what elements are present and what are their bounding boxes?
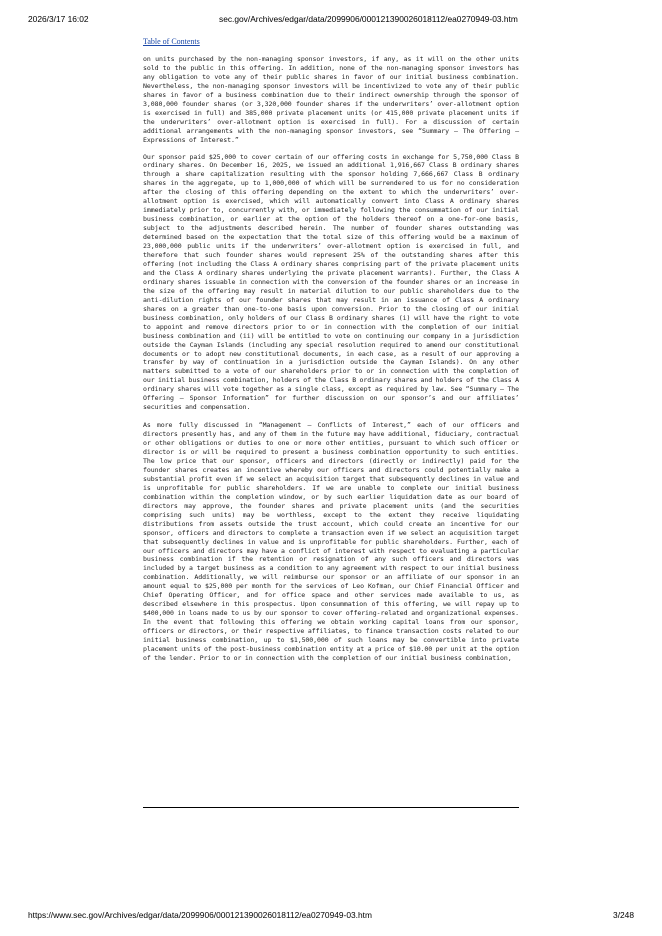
paragraph-conflicts-of-interest: As more fully discussed in “Management — Conflicts of Interest,” each of our officers and directors presently has, and any of them in the future may have additional, fiduciary, contractual or other obligations or duties to one or more other entities, pursuant to which such officer or director is or will be required to present a business combination opportunity to such entities. The low price that our sponsor, officers and directors (directly or indirectly) paid for the founder shares creates an incentive whereby our officers and directors could potentially make a substantial profit even if we select an acquisition target that subsequently declines in value and is unprofitable for public shareholders. If we are unable to complete our initial business combination within the completion window, or by such earlier liquidation date as our board of directors may approve, the founder shares and private placement units (and the securities comprising such units) may be worthless, except to the extent they receive liquidating distributions from assets outside the trust account, which could create an incentive for our sponsor, officers and directors to complete a transaction even if we select an acquisition target that subsequently declines in value and is unprofitable for public shareholders. Further, each of our officers and directors may have a conflict of interest with respect to evaluating a particular business combination if the retention or resignation of any such officers and directors was included by a target business as a condition to any agreement with respect to our initial business combination. Additionally, we will reimburse our sponsor or an affiliate of our sponsor in an amount equal to $25,000 per month for the services of Leo Kofman, our Chief Financial Officer and Chief Operating Officer, and for office space and other services made available to us, as described elsewhere in this prospectus. Upon consummation of this offering, we will repay up to $400,000 in loans made to us by our sponsor to cover offering-related and organizational expenses. In the event that following this offering we obtain working capital loans from our sponsor, officers or directors, or their respective affiliates, to finance transaction costs related to our initial business combination, up to $1,500,000 of such loans may be convertible into private placement units of the post-business combination entity at a price of $10.00 per unit at the option of the lender. Prior to or in connection with the completion of our initial business combination, [143, 421, 519, 662]
print-datetime: 2026/3/17 16:02 [28, 14, 89, 24]
print-footer-url: https://www.sec.gov/Archives/edgar/data/2099906/000121390026018112/ea0270949-03.htm [28, 910, 372, 920]
table-of-contents-link[interactable]: Table of Contents [143, 37, 200, 46]
paragraph-non-managing-sponsor-investors: on units purchased by the non-managing sponsor investors, if any, as it will on the other units sold to the public in this offering. In addition, none of the non-managing sponsor investors has any obligation to vote any of their public shares in favor of our initial business combination. Nevertheless, the non-managing sponsor investors will be incentivized to vote any of their public shares in favor of a business combination due to their indirect ownership through the sponsor of 3,080,000 founder shares (or 3,320,000 founder shares if the underwriters’ over-allotment option is exercised in full) and 385,000 private placement units (or 415,000 private placement units if the underwriters’ over-allotment option is exercised in full). For a discussion of certain additional arrangements with the non-managing sponsor investors, see “Summary — The Offering — Expressions of Interest.” [143, 55, 519, 144]
paragraph-sponsor-founder-shares: Our sponsor paid $25,000 to cover certain of our offering costs in exchange for 5,750,000 Class B ordinary shares. On December 16, 2025, we issued an additional 1,916,667 Class B ordinary shares through a share capitalization resulting with the sponsor holding 7,666,667 Class B ordinary shares in the aggregate, up to 1,000,000 of which will be surrendered to us for no consideration after the closing of this offering depending on the extent to which the underwriters’ over-allotment option is exercised, which will automatically convert into Class A ordinary shares immediately prior to, concurrently with, or immediately following the consummation of our initial business combination, or earlier at the option of the holders thereof on a one-for-one basis, subject to the adjustments described herein. The number of founder shares outstanding was determined based on the expectation that the total size of this offering would be a maximum of 23,000,000 public units if the underwriters’ over-allotment option is exercised in full, and therefore that such founder shares would represent 25% of the outstanding shares after this offering (not including the Class A ordinary shares comprising part of the private placement units and the Class A ordinary shares underlying the private placement warrants). Further, the Class A ordinary shares issuable in connection with the conversion of the founder shares or an increase in the size of the offering may result in material dilution to our public shareholders due to the anti-dilution rights of our founder shares that may result in an issuance of Class A ordinary shares on a greater than one-to-one basis upon conversion. Prior to the closing of our initial business combination, only holders of our Class B ordinary shares (i) will have the right to vote to appoint and remove directors prior to or in connection with the completion of our initial business combination and (ii) will be entitled to vote on continuing our company in a jurisdiction outside the Cayman Islands (including any special resolution required to amend our constitutional documents or to adopt new constitutional documents, in each case, as a result of our approving a transfer by way of continuation in a jurisdiction outside the Cayman Islands). On any other matters submitted to a vote of our shareholders prior to or in connection with the completion of our initial business combination, holders of the Class B ordinary shares and holders of the Class A ordinary shares will vote together as a single class, except as required by law. See “Summary — The Offering — Sponsor Information” for further discussion on our sponsor’s and our affiliates’ securities and compensation. [143, 152, 519, 412]
print-header [28, 14, 634, 26]
document-body [143, 37, 519, 672]
page-divider-rule [143, 807, 519, 808]
print-page-number: 3/248 [613, 910, 634, 920]
print-footer [28, 910, 634, 922]
print-header-url: sec.gov/Archives/edgar/data/2099906/000121390026018112/ea0270949-03.htm [219, 14, 518, 24]
